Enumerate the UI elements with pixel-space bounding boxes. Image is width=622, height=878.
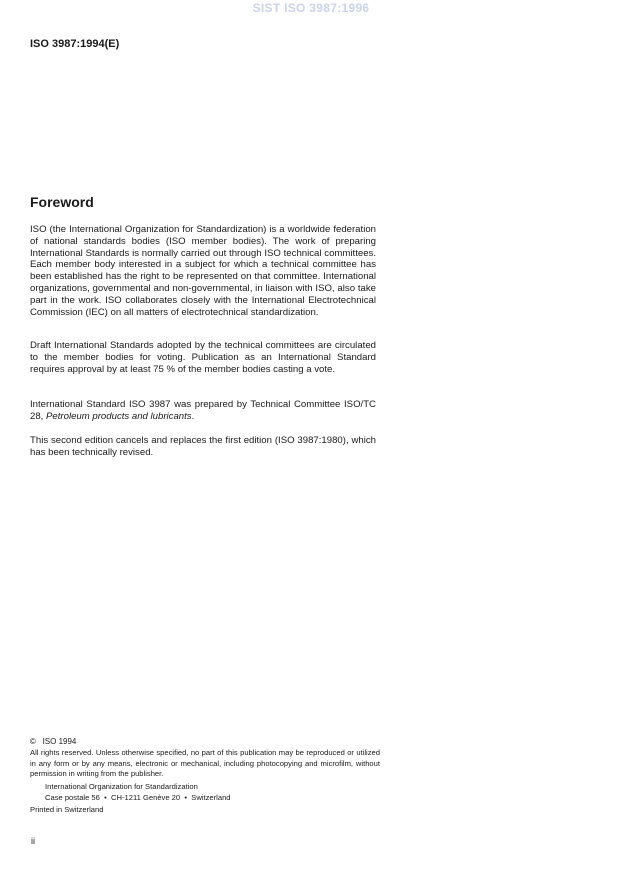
document-id: ISO 3987:1994(E) bbox=[30, 38, 120, 50]
foreword-paragraph-3 bbox=[30, 399, 376, 423]
org-address-3: Switzerland bbox=[191, 792, 231, 802]
bullet-2: • bbox=[184, 792, 188, 802]
committee-title: Petroleum products and lubricants bbox=[46, 410, 192, 422]
paragraph-3-end: . bbox=[191, 410, 195, 422]
foreword-paragraph-4: This second edition cancels and replaces the first edition (ISO 3987:1980), which has been technically revised. bbox=[30, 435, 376, 458]
watermark: SIST ISO 3987:1996 bbox=[252, 1, 370, 15]
printed-in: Printed in Switzerland bbox=[30, 805, 104, 814]
page-number: ii bbox=[31, 836, 35, 846]
paragraph-3-text: International Standard ISO 3987 was prepared by Technical Committee ISO/TC 28, bbox=[30, 399, 376, 422]
publisher-address bbox=[45, 782, 231, 803]
org-address-2: CH-1211 Genève 20 bbox=[111, 792, 181, 802]
foreword-paragraph-1: ISO (the International Organization for Standardization) is a worldwide federation of national standards bodies (ISO member bodies). The work of preparing International Standards is normally carried out through ISO technical committees. Each member body interested in a subject for which a technical committee has been established has the right to be represented on that committee. International organizations, governmental and non-governmental, in liaison with ISO, also take part in the work. ISO collaborates closely with the International Electrotechnical Commission (IEC) on all matters of electrotechnical standardization. bbox=[30, 224, 376, 318]
copyright-line bbox=[30, 737, 76, 746]
org-name: International Organization for Standardization bbox=[45, 782, 198, 791]
rights-reserved: All rights reserved. Unless otherwise specified, no part of this publication may be reproduced or utilized in any form or by any means, electronic or mechanical, including photocopying and microfilm, without permission in writing from the publisher. bbox=[30, 748, 380, 779]
copyright-symbol: © bbox=[30, 737, 36, 746]
page-title: Foreword bbox=[30, 194, 94, 210]
org-address-line bbox=[45, 793, 231, 804]
foreword-paragraph-2: Draft International Standards adopted by the technical committees are circulated to the member bodies for voting. Publication as an International Standard requires approval by at least 75 % of the member bodies casting a vote. bbox=[30, 340, 376, 375]
org-address-1: Case postale 56 bbox=[45, 792, 100, 802]
bullet-1: • bbox=[104, 792, 107, 802]
copyright-text: ISO 1994 bbox=[42, 737, 77, 746]
